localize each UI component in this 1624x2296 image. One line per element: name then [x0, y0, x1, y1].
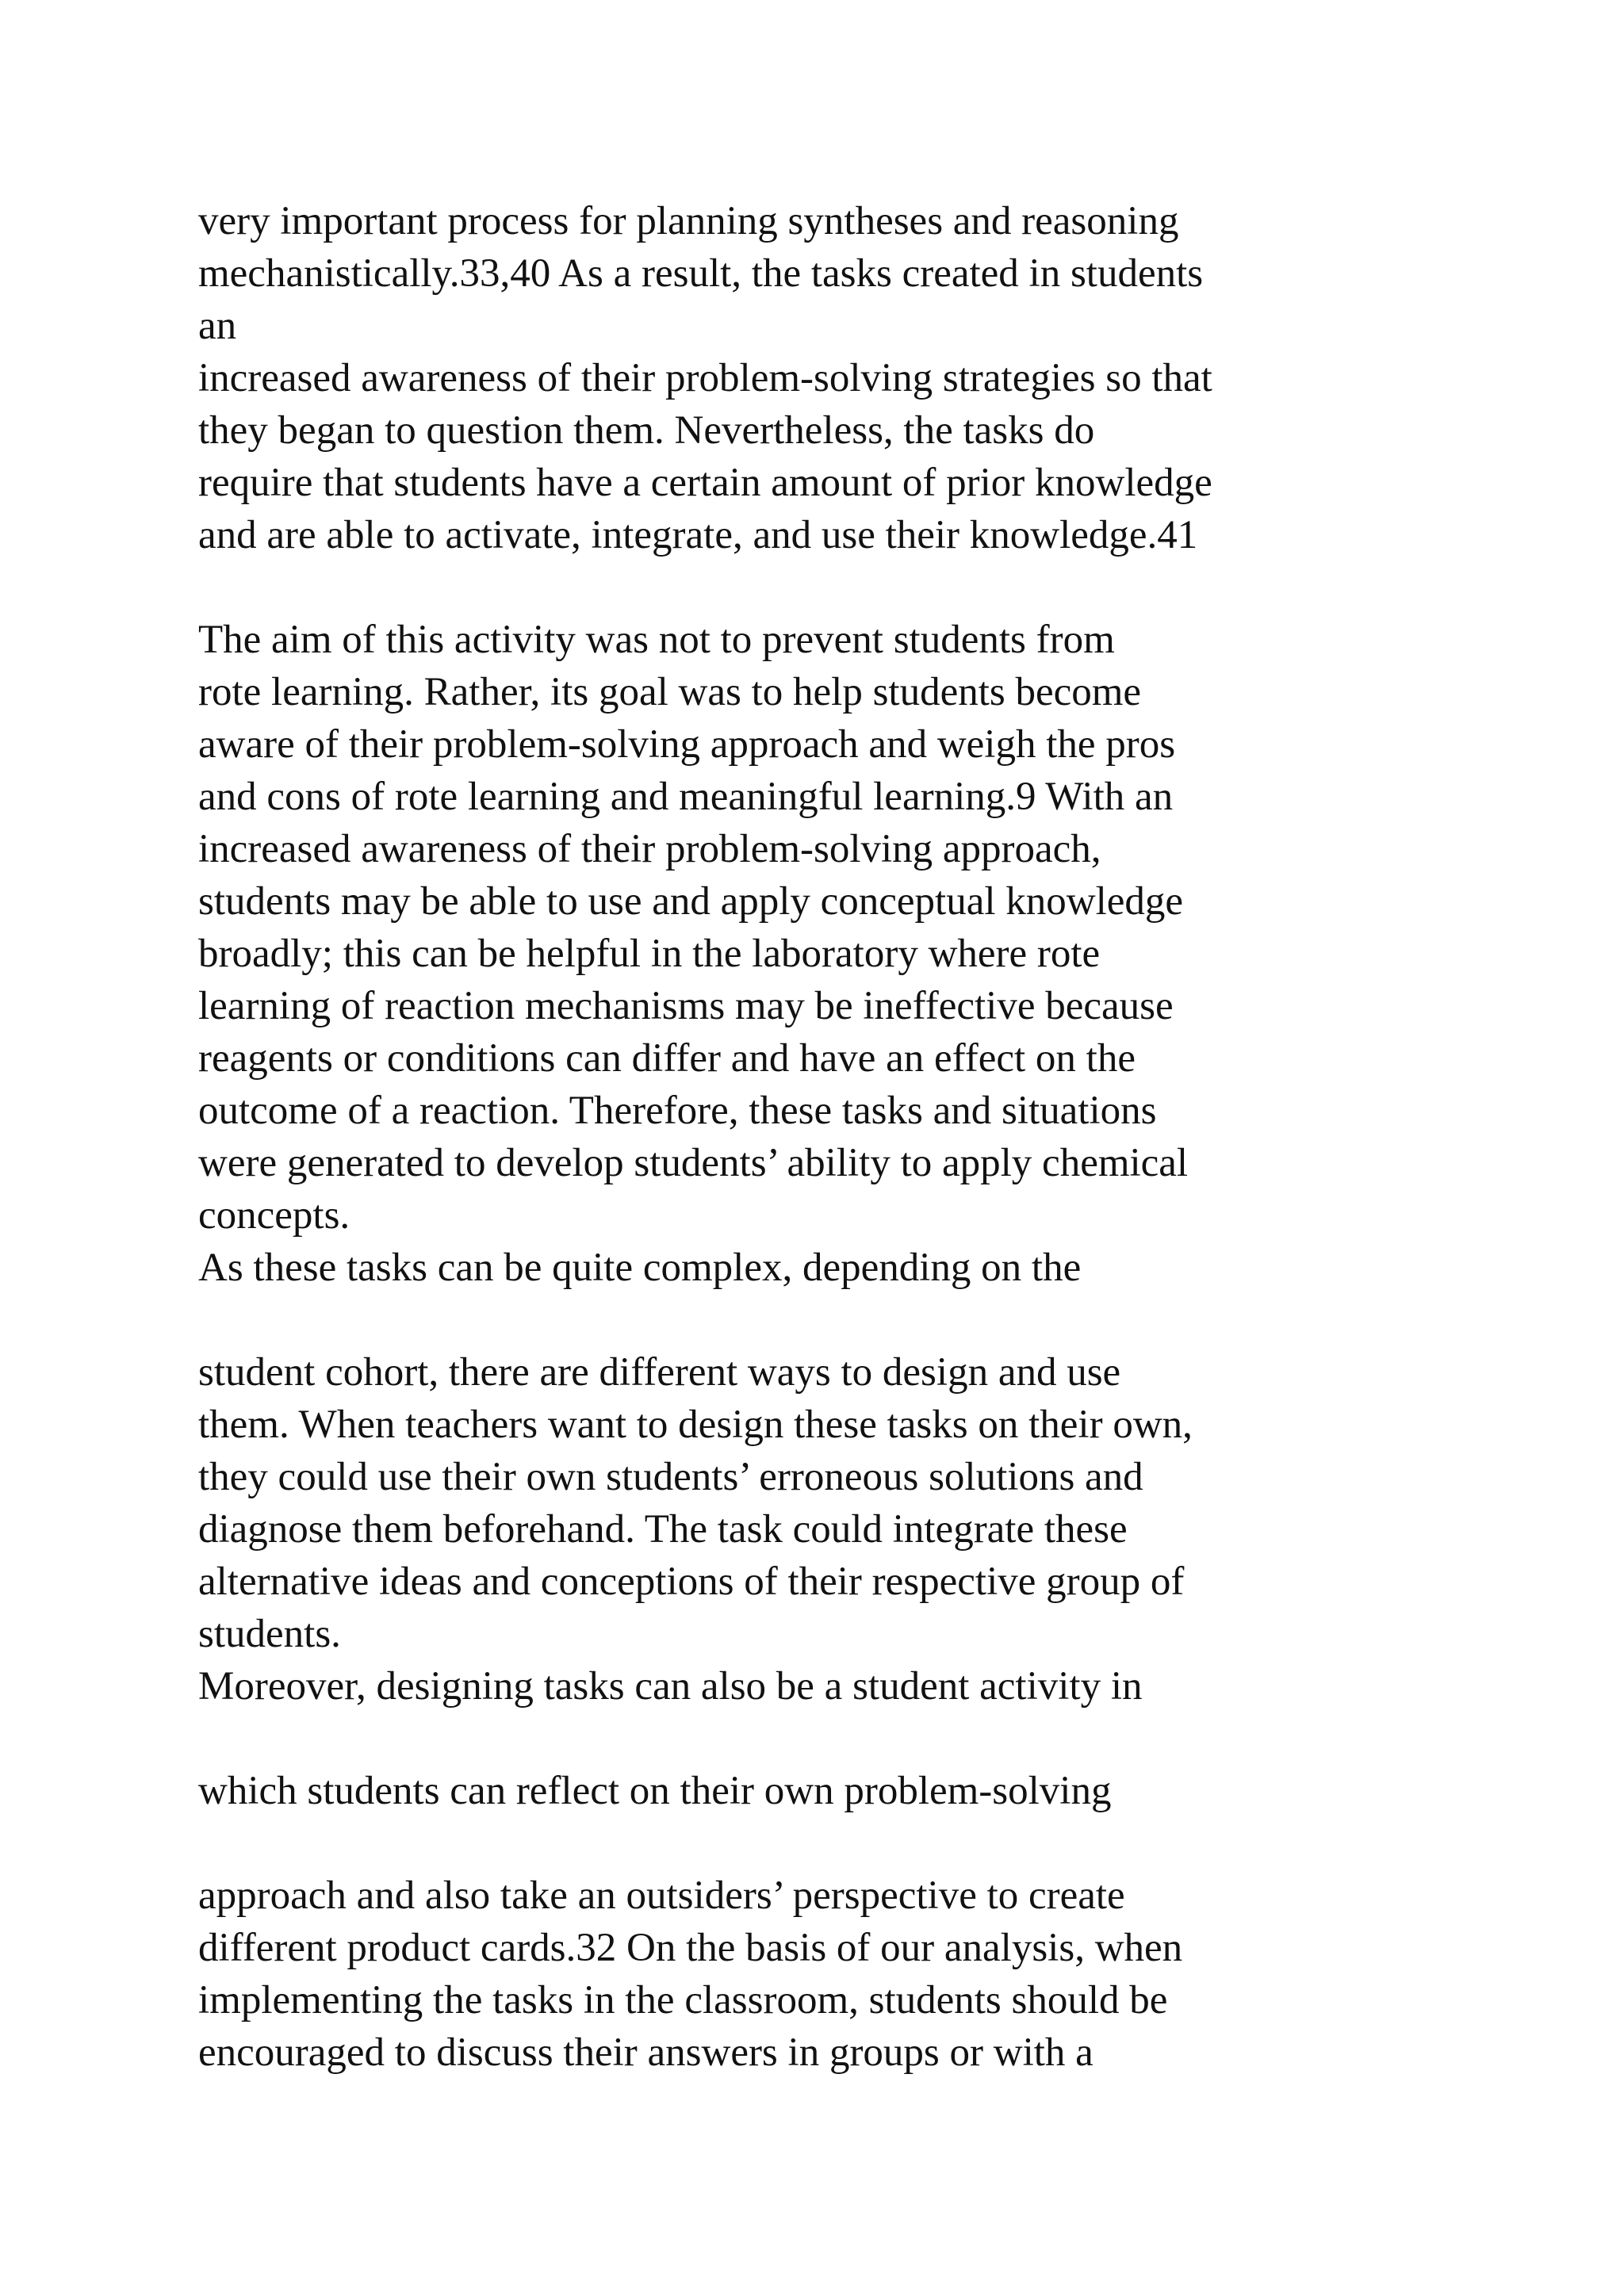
text-line: and cons of rote learning and meaningful learning.9 With an	[198, 775, 1174, 819]
text-line: were generated to develop students’ ability to apply chemical	[198, 1141, 1189, 1185]
text-line: which students can reflect on their own problem-solving	[198, 1769, 1112, 1813]
text-line: aware of their problem-solving approach and weigh the pros	[198, 722, 1176, 767]
text-line: require that students have a certain amount of prior knowledge	[198, 461, 1212, 505]
text-line: broadly; this can be helpful in the laboratory where rote	[198, 932, 1101, 976]
text-line: very important process for planning syntheses and reasoning	[198, 199, 1179, 243]
text-line: implementing the tasks in the classroom, students should be	[198, 1978, 1168, 2022]
text-line: reagents or conditions can differ and have an effect on the	[198, 1036, 1136, 1081]
text-line: Moreover, designing tasks can also be a student activity in	[198, 1664, 1143, 1709]
paragraph-gap	[198, 1712, 1435, 1765]
text-line: different product cards.32 On the basis of our analysis, when	[198, 1926, 1183, 1970]
text-line: learning of reaction mechanisms may be ineffective because	[198, 984, 1174, 1028]
text-line: outcome of a reaction. Therefore, these tasks and situations	[198, 1089, 1157, 1133]
paragraph-gap	[198, 561, 1435, 614]
text-line: students.	[198, 1612, 341, 1656]
paragraph-gap	[198, 1294, 1435, 1346]
text-line: student cohort, there are different ways to design and use	[198, 1350, 1121, 1395]
text-line: and are able to activate, integrate, and use their knowledge.41	[198, 513, 1198, 557]
text-line: alternative ideas and conceptions of their respective group of	[198, 1559, 1185, 1604]
text-line: mechanistically.33,40 As a result, the tasks created in students	[198, 251, 1204, 296]
text-line: As these tasks can be quite complex, depending on the	[198, 1246, 1082, 1290]
text-line: diagnose them beforehand. The task could integrate these	[198, 1507, 1128, 1552]
text-line: approach and also take an outsiders’ perspective to create	[198, 1873, 1125, 1918]
text-line: them. When teachers want to design these tasks on their own,	[198, 1402, 1193, 1447]
text-line: concepts.	[198, 1193, 350, 1238]
text-line: they began to question them. Nevertheless, the tasks do	[198, 408, 1095, 453]
text-line: rote learning. Rather, its goal was to help students become	[198, 670, 1142, 714]
text-line: encouraged to discuss their answers in groups or with a	[198, 2030, 1094, 2075]
text-line: an	[198, 304, 237, 348]
text-line: they could use their own students’ erroneous solutions and	[198, 1455, 1143, 1499]
text-line: increased awareness of their problem-solving strategies so that	[198, 356, 1212, 400]
paragraph-gap	[198, 1817, 1435, 1869]
text-line: students may be able to use and apply conceptual knowledge	[198, 879, 1184, 924]
body-text	[198, 195, 1435, 2079]
text-line: The aim of this activity was not to prevent students from	[198, 618, 1115, 662]
text-line: increased awareness of their problem-solving approach,	[198, 827, 1101, 871]
